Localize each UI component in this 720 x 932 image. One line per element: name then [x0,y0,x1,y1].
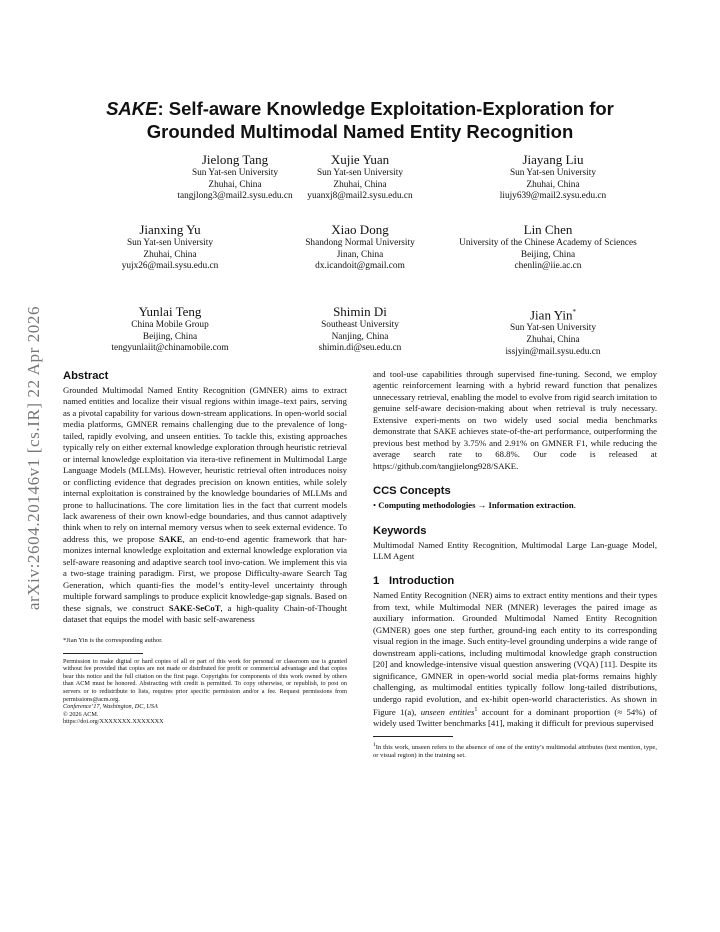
title-line2: Grounded Multimodal Named Entity Recognition [146,121,574,142]
author-block: Jiayang Liu Sun Yat-sen University Zhuhai, China liujy639@mail2.sysu.edu.cn [499,152,607,202]
ccs-heading: CCS Concepts [373,485,451,498]
left-column [63,369,347,726]
right-column [373,369,657,761]
author-block: Jianxing Yu Sun Yat-sen University Zhuhai, China yujx26@mail.sysu.edu.cn [121,222,219,272]
permission-block: Permission to make digital or hard copies of all or part of this work for personal or classroom use is granted without fee provided that copies are not made or distributed for profit or commercial advantage and that copies bear this notice and the full citation on the first page. Copyrights for components of this work owned by others than ACM must be honored. Abstracting with credit is permitted. To copy otherwise, or republish, to post on servers or to redistribute to lists, requires prior specific permission and/or a fee. Request permissions from permissions@acm.org. Conference’17, Washington, DC, USA © 2026 ACM. https://doi.org/XXXXXXX.XXXXXXX [63,653,347,726]
introduction-heading: 1 Introduction [373,575,455,588]
author-block: Xujie Yuan Sun Yat-sen University Zhuhai, China yuanxj8@mail2.sysu.edu.cn [307,152,413,202]
keywords-text: Multimodal Named Entity Recognition, Multimodal Large Lan-guage Model, LLM Agent [373,539,657,561]
introduction-body: Named Entity Recognition (NER) aims to extract entity mentions and their types from text, while Multimodal NER (MNER) leverages the paired image as auxiliary information. Grounded Multimodal Named Entity Recognition (GMNER) goes one step further, ground-ing each entity to its corresponding visual region in the image. Such entity-level grounding underpins a wide range of downstream appli-cations, including multimodal knowledge graph construction [20] and knowledge-intensive visual question answering (VQA) [11]. Despite its significance, GMNER in open-world social media plat-forms remains highly challenging, as multimodal entities typically follow long-tailed distributions, undergo rapid evolution, and ex-hibit open-world characteristics. As shown in Figure 1(a), unseen entities$^1$ account for a dominant proportion (≈ 54%) of widely used Twitter benchmarks [41], making it difficult for previous supervised [373,590,657,729]
footnote-rule [63,653,143,654]
author-block: Yunlai Teng China Mobile Group Beijing, China tengyunlaiit@chinamobile.com [111,304,229,354]
footnote-1: $^1$In this work, unseen refers to the absence of one of the entity’s multimodal attributes (text mention, type, or visual region) in the training set. [373,736,657,761]
keywords-heading: Keywords [373,524,427,537]
footnote-rule [373,736,453,737]
abstract-continuation: and tool-use capabilities through supervised fine-tuning. Second, we employ agentic reinforcement learning with a hybrid reward function that penalizes unnecessary retrieval, enabling the model to evolve from rigid search imitation to genuine self-aware decision-making about when retrieval is truly necessary. Extensive experi-ments on two widely used social media benchmarks demonstrate that SAKE achieves state-of-the-art performance, outperforming the previous best method by 3.75% and 2.91% on GMNER F1, while reducing the average search rate to 68.8%. Our code is released at https://github.com/tangjielong928/SAKE. [373,369,657,471]
ccs-item: • Computing methodologies → Information extraction. [373,500,576,511]
paper-title [60,97,660,143]
author-block: Shimin Di Southeast University Nanjing, China shimin.di@seu.edu.cn [318,304,402,354]
title-line1: : Self-aware Knowledge Exploitation-Exploration for [157,98,614,119]
abstract-heading: Abstract [63,370,109,382]
arxiv-identifier: arXiv:2604.20146v1 [cs.IR] 22 Apr 2026 [24,305,43,611]
title-prefix: SAKE [106,98,158,119]
author-block: Jielong Tang Sun Yat-sen University Zhuhai, China tangjlong3@mail2.sysu.edu.cn [177,152,293,202]
corresponding-mark: * [572,308,576,316]
author-block: Lin Chen University of the Chinese Academy of Sciences Beijing, China chenlin@iie.ac.cn [459,222,637,272]
author-block: Xiao Dong Shandong Normal University Jinan, China dx.icandoit@gmail.com [305,222,415,272]
author-block: Jian Yin* Sun Yat-sen University Zhuhai, China issjyin@mail.sysu.edu.cn [505,307,601,357]
corresponding-footnote: *Jian Yin is the corresponding author. [63,636,163,644]
abstract-body: Grounded Multimodal Named Entity Recognition (GMNER) aims to extract named entities and localize their visual regions within image–text pairs, serving as a pivotal capability for various down-stream applications. In open-world social media platforms, GMNER remains challenging due to the prevalence of long-tailed, rapidly evolving, and unseen entities. To tackle this, existing approaches typically rely on either external knowledge exploration through heuristic retrieval or internal knowledge exploitation via itera-tive refinement in Multimodal Large Language Models (MLLMs). However, heuristic retrieval often introduces noisy or conflicting evidence that degrades precision on known entities, while solely internal exploitation is constrained by the knowledge boundaries of MLLMs and prone to hallucinations. The core limitation lies in the fact that current models lack awareness of their own knowl-edge boundaries, and thus cannot adaptively think when to rely on internal memory versus when to seek external evidence. To address this, we propose SAKE, an end-to-end agentic framework that har-monizes internal knowledge exploitation and external knowledge exploration via self-aware reasoning and adaptive search tool invo-cation. We implement this via a two-stage training paradigm. First, we propose Difficulty-aware Search Tag Generation, which quanti-fies the model’s entity-level uncertainty through multiple forward samplings to produce explicit knowledge-gap signals. Based on these signals, we construct SAKE-SeCoT, a high-quality Chain-of-Thought dataset that equips the model with basic self-awareness [63,385,347,625]
